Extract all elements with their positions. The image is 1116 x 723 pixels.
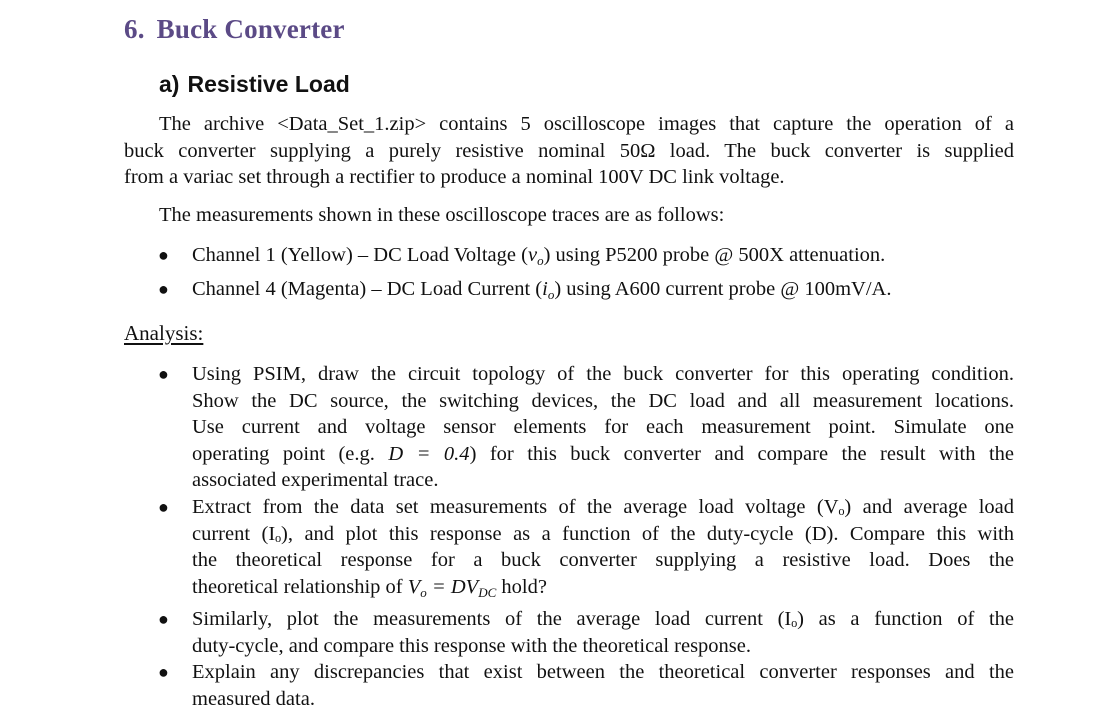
analysis-heading: Analysis: xyxy=(124,321,204,345)
math-rhs-sub: DC xyxy=(478,584,497,600)
analysis-line xyxy=(192,574,1014,607)
bullet-icon: ● xyxy=(158,497,169,517)
analysis-line: the theoretical response for a buck converter supplying a resistive load. Does the xyxy=(192,549,1014,571)
channel-text: ) using P5200 probe @ 500X attenuation. xyxy=(543,244,886,266)
intro-paragraph xyxy=(124,111,1014,191)
bullet-icon: ● xyxy=(158,364,169,384)
analysis-text: operating point (e.g. xyxy=(192,442,375,465)
math-lhs: V xyxy=(407,575,421,598)
bullet-icon: ● xyxy=(158,662,169,682)
subsection-label: a) xyxy=(159,71,180,97)
section-number: 6. xyxy=(124,14,145,44)
subsection-heading xyxy=(159,71,350,98)
bullet-icon: ● xyxy=(158,245,169,265)
channel-symbol: i xyxy=(542,278,548,300)
math-rhs: = DV xyxy=(426,575,479,598)
subsection-title: Resistive Load xyxy=(187,71,350,97)
section-title: Buck Converter xyxy=(156,14,345,44)
analysis-line: measured data. xyxy=(192,687,315,710)
channel-subscript: o xyxy=(537,253,544,268)
analysis-item xyxy=(192,659,1014,712)
analysis-text: hold? xyxy=(496,575,547,598)
channel-symbol: v xyxy=(527,244,538,266)
bullet-icon: ● xyxy=(158,279,169,299)
intro-line: from a variac set through a rectifier to produce a nominal 100V DC link voltage. xyxy=(124,166,785,188)
analysis-item xyxy=(192,361,1014,494)
analysis-text: theoretical relationship of xyxy=(192,575,403,598)
intro-line: buck converter supplying a purely resistive nominal 50Ω load. The buck converter is supplied xyxy=(124,139,1014,162)
analysis-line xyxy=(192,441,1014,468)
analysis-item xyxy=(192,494,1014,606)
bullet-icon: ● xyxy=(158,609,169,629)
analysis-line: Use current and voltage sensor elements for each measurement point. Simulate one xyxy=(192,416,1014,438)
channel-text: ) using A600 current probe @ 100mV/A. xyxy=(554,278,892,300)
analysis-line: Extract from the data set measurements of the average load voltage (Vₒ) and average load xyxy=(192,496,1014,518)
analysis-line: Show the DC source, the switching devices, the DC load and all measurement locations. xyxy=(192,389,1014,412)
channel-item xyxy=(192,276,1014,309)
channel-text: Channel 1 (Yellow) – DC Load Voltage ( xyxy=(192,244,528,266)
section-heading xyxy=(124,14,345,45)
analysis-item xyxy=(192,606,1014,659)
duty-cycle-math: D = 0.4 xyxy=(388,442,470,465)
channel-subscript: o xyxy=(547,287,555,302)
intro-line: The archive <Data_Set_1.zip> contains 5 oscilloscope images that capture the operation of a xyxy=(159,113,1014,135)
analysis-line: current (Iₒ), and plot this response as a function of the duty-cycle (D). Compare this with xyxy=(192,522,1014,545)
math-lhs-sub: o xyxy=(420,584,427,600)
analysis-line: associated experimental trace. xyxy=(192,469,439,491)
analysis-line: duty-cycle, and compare this response with the theoretical response. xyxy=(192,634,752,657)
channel-text: Channel 4 (Magenta) – DC Load Current ( xyxy=(192,278,543,300)
analysis-line: Using PSIM, draw the circuit topology of the buck converter for this operating condition. xyxy=(192,363,1014,385)
analysis-line: Explain any discrepancies that exist between the theoretical converter responses and the xyxy=(192,661,1014,683)
analysis-line: Similarly, plot the measurements of the average load current (Iₒ) as a function of the xyxy=(192,608,1014,630)
analysis-text: ) for this buck converter and compare the result with the xyxy=(469,442,1015,465)
channel-item xyxy=(192,242,1014,275)
measurements-intro: The measurements shown in these oscilloscope traces are as follows: xyxy=(159,204,725,226)
voltage-relation-math xyxy=(408,576,497,598)
